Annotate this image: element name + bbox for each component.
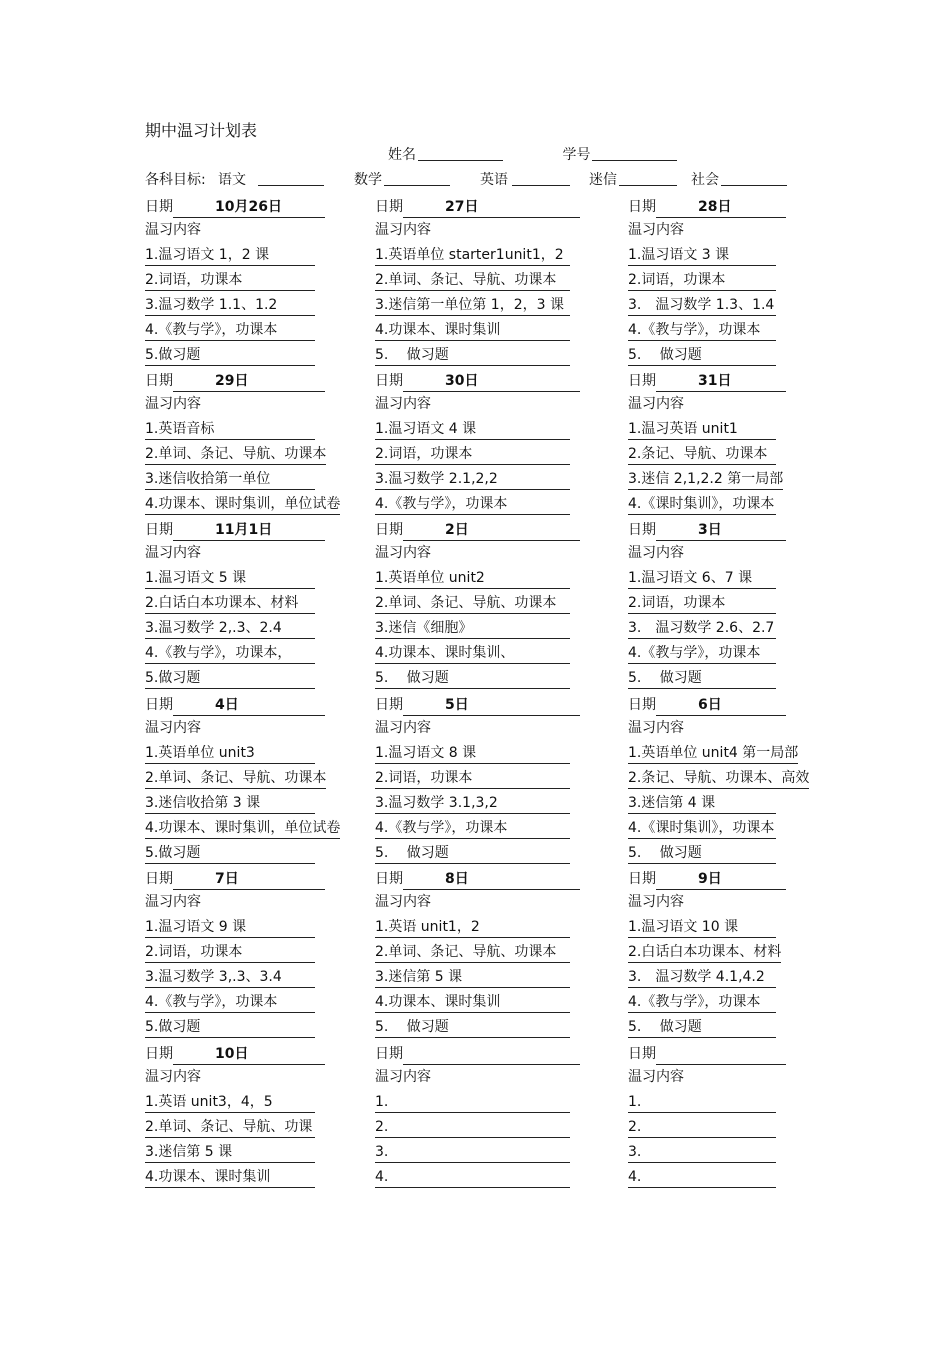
day-block	[628, 516, 806, 691]
task-item: 2.白话白本功课本、材料	[628, 943, 781, 963]
task-item: 2.词语，功课本	[628, 271, 776, 291]
day-block	[145, 1040, 345, 1190]
day-block	[145, 193, 345, 368]
task-item: 3.迷信第一单位第 1，2，3 课	[375, 296, 570, 316]
task-line	[628, 666, 806, 691]
task-line	[628, 641, 806, 666]
task-line	[375, 915, 600, 940]
task-line	[145, 641, 345, 666]
task-line	[375, 666, 600, 691]
date-label: 日期	[375, 522, 403, 538]
goal-label: 迷信	[589, 172, 617, 188]
task-line	[375, 1140, 600, 1165]
task-item: 3.迷信 2,1,2.2 第一局部	[628, 470, 783, 490]
task-line	[628, 1090, 806, 1115]
task-line	[628, 1015, 806, 1040]
goal-chinese	[218, 169, 324, 189]
date-text: 10月26日	[215, 199, 282, 215]
date-text: 28日	[698, 199, 732, 215]
day-block	[145, 691, 345, 866]
task-line	[628, 343, 806, 368]
day-block	[375, 1040, 600, 1190]
task-line	[628, 791, 806, 816]
date-text: 4日	[215, 697, 239, 713]
content-label: 温习内容	[145, 1069, 201, 1085]
date-value	[173, 372, 325, 392]
date-value	[403, 521, 580, 541]
task-line	[628, 318, 806, 343]
task-line	[145, 442, 345, 467]
day-block	[628, 193, 806, 368]
task-item: 2.词语，功课本	[145, 943, 315, 963]
task-item: 2.	[375, 1118, 570, 1138]
task-item: 4.功课本、课时集训	[375, 993, 570, 1013]
task-line	[145, 1090, 345, 1115]
content-label: 温习内容	[145, 545, 201, 561]
task-line	[145, 841, 345, 866]
task-item: 3.迷信第 5 课	[145, 1143, 315, 1163]
task-line	[628, 965, 806, 990]
date-line	[628, 1040, 806, 1065]
task-item: 4.	[375, 1168, 570, 1188]
task-line	[375, 268, 600, 293]
day-block	[628, 1040, 806, 1190]
date-text	[662, 1046, 698, 1062]
date-text: 10日	[215, 1046, 249, 1062]
date-line	[145, 193, 345, 218]
task-item: 4.《教与学》，功课本，	[145, 644, 315, 664]
task-item: 3.迷信第 5 课	[375, 968, 570, 988]
name-field[interactable]	[418, 146, 503, 161]
task-line	[375, 816, 600, 841]
task-item: 1.温习语文 6、7 课	[628, 569, 776, 589]
date-line	[628, 865, 806, 890]
task-line	[145, 915, 345, 940]
task-line	[145, 243, 345, 268]
date-line	[628, 367, 806, 392]
content-label: 温习内容	[628, 396, 684, 412]
content-label: 温习内容	[145, 222, 201, 238]
date-label: 日期	[375, 199, 403, 215]
task-item: 4.功课本、课时集训	[375, 321, 570, 341]
date-value	[656, 1045, 786, 1065]
task-line	[375, 566, 600, 591]
task-item: 2.单词、条记、导航、功课	[145, 1118, 315, 1138]
date-label: 日期	[145, 199, 173, 215]
task-item: 4.	[628, 1168, 776, 1188]
date-value	[173, 198, 325, 218]
goal-field[interactable]	[258, 171, 324, 186]
task-item: 2.白话白本功课本、材料	[145, 594, 315, 614]
task-line	[375, 990, 600, 1015]
task-item: 4.《课时集训》，功课本	[628, 495, 776, 515]
content-label: 温习内容	[375, 396, 431, 412]
date-label: 日期	[628, 871, 656, 887]
date-line	[375, 1040, 600, 1065]
day-block	[375, 865, 600, 1040]
date-line	[375, 193, 600, 218]
goal-field[interactable]	[512, 171, 570, 186]
content-label: 温习内容	[628, 545, 684, 561]
date-text: 2日	[445, 522, 469, 538]
task-line	[375, 641, 600, 666]
task-item: 4.《课时集训》，功课本	[628, 819, 776, 839]
date-value	[173, 521, 325, 541]
date-value	[403, 372, 580, 392]
content-label: 温习内容	[145, 720, 201, 736]
date-label: 日期	[628, 373, 656, 389]
day-block	[375, 193, 600, 368]
goal-social	[691, 169, 787, 189]
date-text: 27日	[445, 199, 479, 215]
task-line	[145, 293, 345, 318]
task-line	[145, 417, 345, 442]
date-value	[656, 198, 786, 218]
date-label: 日期	[375, 373, 403, 389]
task-item: 3.	[628, 1143, 776, 1163]
date-line	[375, 865, 600, 890]
task-item: 4.功课本、课时集训，单位试卷	[145, 495, 340, 515]
date-text: 31日	[698, 373, 732, 389]
date-value	[403, 870, 580, 890]
date-value	[656, 696, 786, 716]
task-item: 3. 温习数学 2.6、2.7	[628, 619, 776, 639]
task-line	[145, 741, 345, 766]
task-line	[628, 442, 806, 467]
date-label: 日期	[628, 697, 656, 713]
task-line	[628, 766, 810, 791]
task-line	[145, 1015, 345, 1040]
task-item: 4.功课本、课时集训，单位试卷	[145, 819, 340, 839]
task-item: 3.温习数学 2,.3、2.4	[145, 619, 315, 639]
task-line	[628, 417, 806, 442]
date-value	[403, 696, 580, 716]
task-item: 1.英语单位 unit2	[375, 569, 570, 589]
task-line	[375, 492, 600, 517]
date-label: 日期	[628, 522, 656, 538]
day-block	[628, 691, 810, 866]
date-line	[628, 691, 806, 716]
task-item: 3.	[375, 1143, 570, 1163]
task-item: 2.单词、条记、导航、功课本	[145, 769, 326, 789]
date-value	[173, 870, 325, 890]
task-item: 1.温习语文 1，2 课	[145, 246, 315, 266]
task-item: 2.单词、条记、导航、功课本	[375, 594, 570, 614]
task-line	[145, 467, 345, 492]
task-line	[145, 1165, 345, 1190]
day-block	[628, 367, 806, 517]
task-item: 3.温习数学 2.1,2,2	[375, 470, 570, 490]
goal-label: 英语	[480, 172, 508, 188]
goal-field[interactable]	[619, 171, 677, 186]
task-item: 3.迷信《细胞》	[375, 619, 570, 639]
task-line	[145, 940, 345, 965]
task-line	[145, 990, 345, 1015]
task-line	[145, 666, 345, 691]
goal-science	[589, 169, 677, 189]
content-label: 温习内容	[375, 1069, 431, 1085]
date-line	[628, 193, 806, 218]
task-line	[145, 566, 345, 591]
content-label: 温习内容	[375, 894, 431, 910]
task-line	[375, 1165, 600, 1190]
task-line	[375, 616, 600, 641]
name-label: 姓名	[388, 147, 416, 163]
date-text: 5日	[445, 697, 469, 713]
task-line	[375, 965, 600, 990]
task-item: 2.词语，功课本	[375, 769, 570, 789]
task-item: 1.英语单位 unit4 第一局部	[628, 744, 798, 764]
task-line	[375, 243, 600, 268]
goal-math	[354, 169, 450, 189]
date-line	[145, 516, 345, 541]
task-line	[145, 816, 345, 841]
task-item: 1.	[375, 1093, 570, 1113]
date-label: 日期	[145, 1046, 173, 1062]
day-block	[375, 691, 600, 866]
task-item: 4.《教与学》，功课本	[628, 644, 776, 664]
goal-field[interactable]	[721, 171, 787, 186]
date-text: 29日	[215, 373, 249, 389]
date-text: 8日	[445, 871, 469, 887]
task-item: 3.迷信收拾第 3 课	[145, 794, 315, 814]
task-item: 2.词语，功课本	[145, 271, 315, 291]
task-item: 1.温习英语 unit1	[628, 420, 776, 440]
task-line	[628, 1165, 806, 1190]
task-line	[628, 990, 806, 1015]
date-line	[145, 367, 345, 392]
date-value	[403, 198, 580, 218]
task-line	[628, 243, 806, 268]
id-field[interactable]	[592, 146, 677, 161]
content-label: 温习内容	[628, 894, 684, 910]
goals-label: 各科目标:	[145, 172, 206, 188]
id-label: 学号	[562, 147, 591, 163]
task-item: 3. 温习数学 4.1,4.2	[628, 968, 776, 988]
task-line	[628, 467, 806, 492]
task-item: 1.英语音标	[145, 420, 315, 440]
task-item: 2.条记、导航、功课本、高效	[628, 769, 809, 789]
task-line	[628, 741, 806, 766]
task-item: 5.做习题	[145, 1018, 315, 1038]
task-line	[145, 1140, 345, 1165]
content-label: 温习内容	[628, 1069, 684, 1085]
task-line	[145, 343, 345, 368]
task-item: 4.功课本、课时集训	[145, 1168, 315, 1188]
task-item: 4.《教与学》，功课本	[145, 993, 315, 1013]
task-line	[375, 766, 600, 791]
date-label: 日期	[628, 1046, 656, 1062]
task-line	[375, 442, 600, 467]
task-line	[375, 741, 600, 766]
day-block	[375, 516, 600, 691]
date-text	[409, 1046, 445, 1062]
task-item: 5. 做习题	[375, 669, 570, 689]
date-label: 日期	[145, 697, 173, 713]
date-line	[375, 367, 600, 392]
task-item: 2.单词、条记、导航、功课本	[145, 445, 326, 465]
task-line	[375, 591, 600, 616]
date-text: 3日	[698, 522, 722, 538]
task-line	[145, 791, 345, 816]
task-item: 3.温习数学 1.1、1.2	[145, 296, 315, 316]
task-item: 1.英语 unit1，2	[375, 918, 570, 938]
task-item: 1.英语单位 unit3	[145, 744, 315, 764]
task-line	[628, 268, 806, 293]
task-line	[375, 1090, 600, 1115]
page-title: 期中温习计划表	[145, 121, 258, 140]
task-item: 5. 做习题	[375, 346, 570, 366]
content-label: 温习内容	[145, 894, 201, 910]
date-label: 日期	[375, 1046, 403, 1062]
task-item: 4.功课本、课时集训、	[375, 644, 570, 664]
date-value	[173, 1045, 325, 1065]
task-item: 5. 做习题	[628, 669, 776, 689]
task-line	[375, 318, 600, 343]
date-line	[628, 516, 806, 541]
task-line	[628, 940, 806, 965]
task-item: 2.单词、条记、导航、功课本	[375, 943, 570, 963]
task-line	[375, 1015, 600, 1040]
content-label: 温习内容	[628, 222, 684, 238]
task-item: 5. 做习题	[375, 844, 570, 864]
task-line	[145, 492, 345, 517]
date-label: 日期	[375, 697, 403, 713]
task-line	[145, 616, 345, 641]
day-block	[628, 865, 806, 1040]
task-line	[628, 293, 806, 318]
day-block	[375, 367, 600, 517]
date-label: 日期	[145, 373, 173, 389]
day-block	[145, 516, 345, 691]
task-item: 5. 做习题	[628, 346, 776, 366]
task-item: 4.《教与学》，功课本	[375, 819, 570, 839]
task-item: 1.	[628, 1093, 776, 1113]
date-line	[145, 865, 345, 890]
date-value	[173, 696, 325, 716]
task-item: 5.做习题	[145, 669, 315, 689]
date-value	[656, 870, 786, 890]
content-label: 温习内容	[375, 545, 431, 561]
task-line	[145, 268, 345, 293]
task-line	[628, 566, 806, 591]
task-line	[628, 841, 806, 866]
task-item: 4.《教与学》，功课本	[375, 495, 570, 515]
task-line	[145, 318, 345, 343]
date-text: 11月1日	[215, 522, 273, 538]
task-item: 2.	[628, 1118, 776, 1138]
task-item: 4.《教与学》，功课本	[145, 321, 315, 341]
task-item: 4.《教与学》，功课本	[628, 321, 776, 341]
task-item: 5. 做习题	[628, 844, 776, 864]
task-item: 1.温习语文 9 课	[145, 918, 315, 938]
task-line	[375, 841, 600, 866]
task-item: 1.温习语文 10 课	[628, 918, 776, 938]
task-item: 1.温习语文 4 课	[375, 420, 570, 440]
date-value	[403, 1045, 580, 1065]
task-line	[375, 293, 600, 318]
task-item: 3.温习数学 3,.3、3.4	[145, 968, 315, 988]
date-line	[145, 1040, 345, 1065]
date-text: 9日	[698, 871, 722, 887]
task-line	[628, 591, 806, 616]
day-block	[145, 865, 345, 1040]
task-line	[145, 591, 345, 616]
task-item: 2.单词、条记、导航、功课本	[375, 271, 570, 291]
task-line	[375, 1115, 600, 1140]
name-id-row	[388, 144, 677, 164]
task-line	[375, 417, 600, 442]
task-item: 1.温习语文 8 课	[375, 744, 570, 764]
date-text: 7日	[215, 871, 239, 887]
task-item: 2.词语，功课本	[628, 594, 776, 614]
day-block	[145, 367, 345, 517]
task-item: 1.英语单位 starter1unit1，2	[375, 246, 570, 266]
task-item: 3.迷信第 4 课	[628, 794, 776, 814]
task-line	[375, 467, 600, 492]
date-value	[656, 372, 786, 392]
task-line	[375, 343, 600, 368]
content-label: 温习内容	[628, 720, 684, 736]
goal-label: 语文	[218, 172, 246, 188]
task-item: 1.英语 unit3，4，5	[145, 1093, 315, 1113]
task-item: 5.做习题	[145, 346, 315, 366]
task-line	[145, 965, 345, 990]
task-line	[145, 1115, 345, 1140]
goal-english	[480, 169, 570, 189]
date-text: 30日	[445, 373, 479, 389]
date-line	[145, 691, 345, 716]
goal-label: 社会	[691, 172, 719, 188]
task-item: 3.迷信收拾第一单位	[145, 470, 315, 490]
content-label: 温习内容	[375, 720, 431, 736]
task-item: 1.温习语文 3 课	[628, 246, 776, 266]
task-item: 4.《教与学》，功课本	[628, 993, 776, 1013]
task-item: 5.做习题	[145, 844, 315, 864]
date-value	[656, 521, 786, 541]
task-line	[628, 1115, 806, 1140]
task-line	[375, 791, 600, 816]
task-item: 2.条记、导航、功课本	[628, 445, 776, 465]
task-line	[375, 940, 600, 965]
date-label: 日期	[145, 871, 173, 887]
task-line	[628, 1140, 806, 1165]
task-item: 3.温习数学 3.1,3,2	[375, 794, 570, 814]
goal-label: 数学	[354, 172, 382, 188]
content-label: 温习内容	[145, 396, 201, 412]
content-label: 温习内容	[375, 222, 431, 238]
goals-row	[145, 169, 206, 189]
task-item: 1.温习语文 5 课	[145, 569, 315, 589]
date-line	[375, 516, 600, 541]
task-item: 3. 温习数学 1.3、1.4	[628, 296, 776, 316]
goal-field[interactable]	[384, 171, 450, 186]
date-label: 日期	[628, 199, 656, 215]
date-label: 日期	[145, 522, 173, 538]
task-line	[628, 492, 806, 517]
date-text: 6日	[698, 697, 722, 713]
task-item: 5. 做习题	[628, 1018, 776, 1038]
task-item: 2.词语，功课本	[375, 445, 570, 465]
task-item: 5. 做习题	[375, 1018, 570, 1038]
date-line	[375, 691, 600, 716]
date-label: 日期	[375, 871, 403, 887]
task-line	[628, 816, 806, 841]
task-line	[145, 766, 345, 791]
task-line	[628, 616, 806, 641]
task-line	[628, 915, 806, 940]
